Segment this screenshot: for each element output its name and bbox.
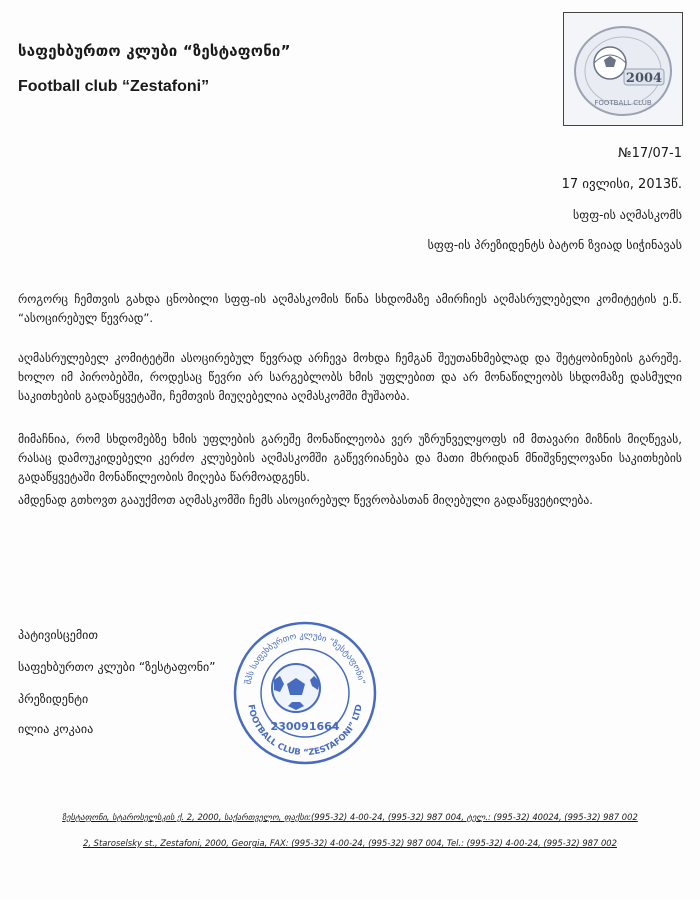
body-paragraph-4: ამდენად გთხოვთ გააუქმოთ აღმასკომში ჩემს ასოცირებულ წევრობასთან მიღებული გადაწყვეტილება. <box>18 493 593 507</box>
closing-salutation: პატივისცემით <box>18 628 98 642</box>
club-logo-emblem <box>564 13 682 125</box>
signature-name: ილია კოკაია <box>18 722 94 736</box>
body-paragraph-3: მიმაჩნია, რომ სხდომებზე ხმის უფლების გარეშე მონაწილეობა ვერ უზრუნველყოფს იმ მთავარი მიზნის მიღწევას, რასაც დამოუკიდებელი კერძო კლუბების აღმასკომში გაწევრიანება და მათი მხრიდან მნიშვნელოვანი საკითხების გადაწყვეტაში მონაწილეობის მიღება წარმოადგენს. <box>18 432 682 484</box>
stamp-number: 230091664 <box>270 720 340 733</box>
signature-club: საფეხბურთო კლუბი “ზესტაფონი” <box>18 660 216 674</box>
club-name-georgian: საფეხბურთო კლუბი “ზესტაფონი” <box>18 42 291 60</box>
footer-address-georgian: ზესტაფონი, სტაროსელსკის ქ. 2, 2000, საქართველო, ფაქსი:(995-32) 4-00-24, (995-32) 987 004, ტელ.: (995-32) 40024, (995-32) 987 002 <box>62 812 638 822</box>
body-paragraph-1: როგორც ჩემთვის გახდა ცნობილი სფფ-ის აღმასკომის წინა სხდომაზე ამირჩიეს აღმასრულებელი კომიტეტის ე.წ. “ასოცირებულ წევრად”. <box>18 292 682 325</box>
recipient-person: სფფ-ის პრეზიდენტს ბატონ ზვიად სიჭინავას <box>427 238 682 252</box>
soccer-ball-icon <box>272 664 320 712</box>
official-stamp <box>230 618 380 768</box>
footer-address-english: 2, Staroselsky st., Zestafoni, 2000, Georgia, FAX: (995-32) 4-00-24, (995-32) 987 004, Tel.: (995-32) 4-00-24, (995-32) 987 002 <box>83 838 617 848</box>
recipient-organization: სფფ-ის აღმასკომს <box>573 208 682 222</box>
logo-year: 2004 <box>625 71 663 86</box>
letter-date: 17 ივლისი, 2013წ. <box>561 177 682 192</box>
stamp-top-text: შპს საფეხბურთო კლუბი “ზესტაფონი” <box>243 630 367 686</box>
stamp-seal <box>230 618 380 768</box>
club-name-english: Football club “Zestafoni” <box>18 78 210 95</box>
reference-number: №17/07-1 <box>618 146 682 161</box>
stamp-bottom-text: FOOTBALL CLUB “ZESTAFONI” LTD <box>245 703 365 759</box>
club-logo <box>563 12 683 126</box>
signature-title: პრეზიდენტი <box>18 692 89 706</box>
logo-arc-text: FOOTBALL CLUB <box>594 99 652 107</box>
body-paragraph-2: აღმასრულებელ კომიტეტში ასოცირებულ წევრად არჩევა მოხდა ჩემგან შეუთანხმებლად და შეტყობინების გარეშე. ხოლო იმ პირობებში, როდესაც წევრი არ სარგებლობს ხმის უფლებით და არ მონაწილეობს სხდომაზე დასმული საკითხების გადაწყვეტაში, ჩემთვის მიუღებელია აღმასკომში მუშაობა. <box>18 351 682 403</box>
